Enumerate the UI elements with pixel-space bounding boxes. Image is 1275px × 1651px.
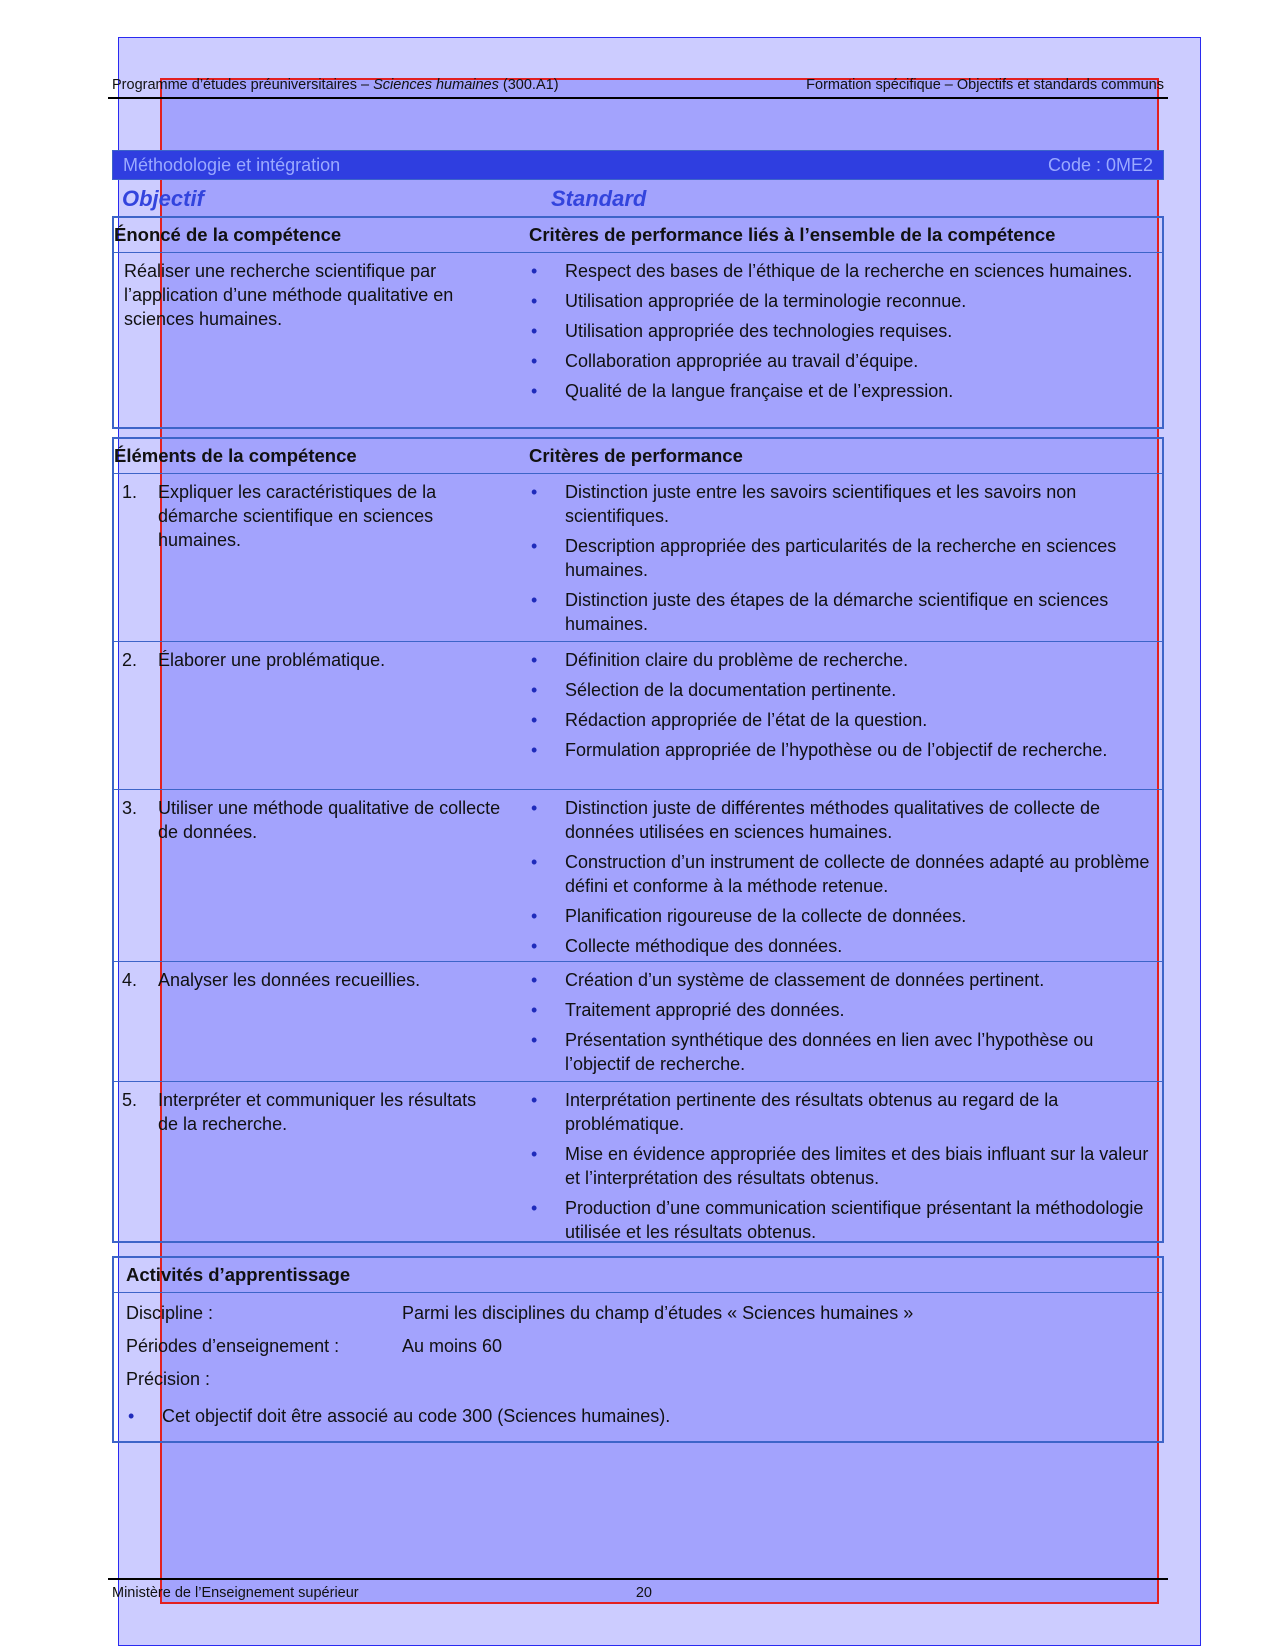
criterion-item: • Mise en évidence appropriée des limites et des biais influant sur la valeur et l’interprétation des résultats obtenus. [529, 1142, 1154, 1190]
running-header [112, 77, 1164, 93]
element-row [114, 790, 1162, 962]
element-criteria-list [529, 480, 1154, 636]
element-text: Élaborer une problématique. [158, 650, 386, 670]
precision-label: Précision : [126, 1369, 211, 1389]
element-text: Analyser les données recueillies. [158, 970, 421, 990]
element-number: 5. [122, 1090, 138, 1110]
running-footer [112, 1585, 652, 1601]
criterion-item: • Distinction juste des étapes de la démarche scientifique en sciences humaines. [529, 588, 1154, 636]
competence-left-head: Énoncé de la compétence [114, 224, 342, 245]
competence-section [112, 216, 1164, 429]
elements-right-head: Critères de performance [529, 445, 743, 466]
header-rule [108, 97, 1168, 99]
discipline-label: Discipline : [126, 1303, 214, 1323]
activities-head: Activités d’apprentissage [126, 1264, 351, 1285]
criterion-item: • Création d’un système de classement de données pertinent. [529, 968, 1154, 992]
criterion-item: • Distinction juste entre les savoirs scientifiques et les savoirs non scientifiques. [529, 480, 1154, 528]
criterion-item: • Définition claire du problème de recherche. [529, 648, 1154, 672]
criterion-item: • Sélection de la documentation pertinente. [529, 678, 1154, 702]
element-number: 2. [122, 650, 138, 670]
criterion-item: • Présentation synthétique des données en lien avec l’hypothèse ou l’objectif de recherche. [529, 1028, 1154, 1076]
footer-rule [108, 1578, 1168, 1580]
header-program: Programme d’études préuniversitaires – Sciences humaines (300.A1) [112, 77, 559, 93]
discipline-value: Parmi les disciplines du champ d’études « Sciences humaines » [402, 1303, 914, 1323]
standard-heading: Standard [551, 186, 647, 211]
criterion-item: • Interprétation pertinente des résultats obtenus au regard de la problématique. [529, 1088, 1154, 1136]
criterion-item: • Construction d’un instrument de collecte de données adapté au problème défini et conforme à la méthode retenue. [529, 850, 1154, 898]
criterion-item: • Formulation appropriée de l’hypothèse ou de l’objectif de recherche. [529, 738, 1154, 762]
element-criteria-list [529, 1088, 1154, 1244]
page-number: 20 [635, 1585, 652, 1601]
element-criteria-list [529, 968, 1154, 1076]
element-number: 3. [122, 798, 138, 818]
element-text: Utiliser une méthode qualitative de collecte de données. [158, 798, 501, 842]
element-number: 1. [122, 482, 138, 502]
element-text: Expliquer les caractéristiques de la démarche scientifique en sciences humaines. [158, 482, 437, 550]
element-number: 4. [122, 970, 138, 990]
periods-row [114, 1330, 1162, 1363]
competence-statement: Réaliser une recherche scientifique par l’application d’une méthode qualitative en sciences humaines. [124, 261, 454, 329]
criterion-item: • Planification rigoureuse de la collecte de données. [529, 904, 1154, 928]
competence-criteria-list [529, 259, 1154, 403]
criterion-item: • Production d’une communication scientifique présentant la méthodologie utilisée et les résultats obtenus. [529, 1196, 1154, 1244]
competence-title: Méthodologie et intégration [123, 154, 341, 175]
elements-left-head: Éléments de la compétence [114, 445, 357, 466]
element-row [114, 642, 1162, 790]
competence-code: Code : 0ME2 [1047, 154, 1153, 175]
criterion-item: • Collecte méthodique des données. [529, 934, 1154, 958]
element-criteria-list [529, 648, 1154, 762]
criterion-item: • Traitement approprié des données. [529, 998, 1154, 1022]
precision-item: • Cet objectif doit être associé au code 300 (Sciences humaines). [126, 1404, 670, 1428]
element-criteria-list [529, 796, 1154, 958]
elements-head-row [114, 439, 1162, 474]
header-section: Formation spécifique – Objectifs et standards communs [806, 77, 1164, 93]
criterion-item: • Distinction juste de différentes méthodes qualitatives de collecte de données utilisées en sciences humaines. [529, 796, 1154, 844]
criterion-item: • Utilisation appropriée des technologies requises. [529, 319, 1154, 343]
title-bar [112, 150, 1164, 180]
element-row [114, 474, 1162, 642]
footer-ministry: Ministère de l’Enseignement supérieur [112, 1585, 359, 1601]
element-row [114, 962, 1162, 1082]
element-text: Interpréter et communiquer les résultats de la recherche. [158, 1090, 477, 1134]
element-row [114, 1082, 1162, 1248]
periods-label: Périodes d’enseignement : [126, 1336, 340, 1356]
precision-item-row [114, 1396, 1162, 1440]
competence-right-head: Critères de performance liés à l’ensemble de la compétence [529, 224, 1056, 245]
activities-head-row [114, 1258, 1162, 1293]
criterion-item: • Rédaction appropriée de l’état de la question. [529, 708, 1154, 732]
competence-head-row [114, 218, 1162, 253]
competence-body-row [114, 253, 1162, 409]
discipline-row [114, 1297, 1162, 1330]
periods-value: Au moins 60 [402, 1336, 503, 1356]
criterion-item: • Respect des bases de l’éthique de la recherche en sciences humaines. [529, 259, 1154, 283]
objective-heading: Objectif [122, 186, 204, 211]
criterion-item: • Qualité de la langue française et de l’expression. [529, 379, 1154, 403]
criterion-item: • Description appropriée des particularités de la recherche en sciences humaines. [529, 534, 1154, 582]
criterion-item: • Utilisation appropriée de la terminologie reconnue. [529, 289, 1154, 313]
criterion-item: • Collaboration appropriée au travail d’équipe. [529, 349, 1154, 373]
precision-row [114, 1363, 1162, 1396]
activities-section [112, 1256, 1164, 1443]
elements-section [112, 437, 1164, 1243]
